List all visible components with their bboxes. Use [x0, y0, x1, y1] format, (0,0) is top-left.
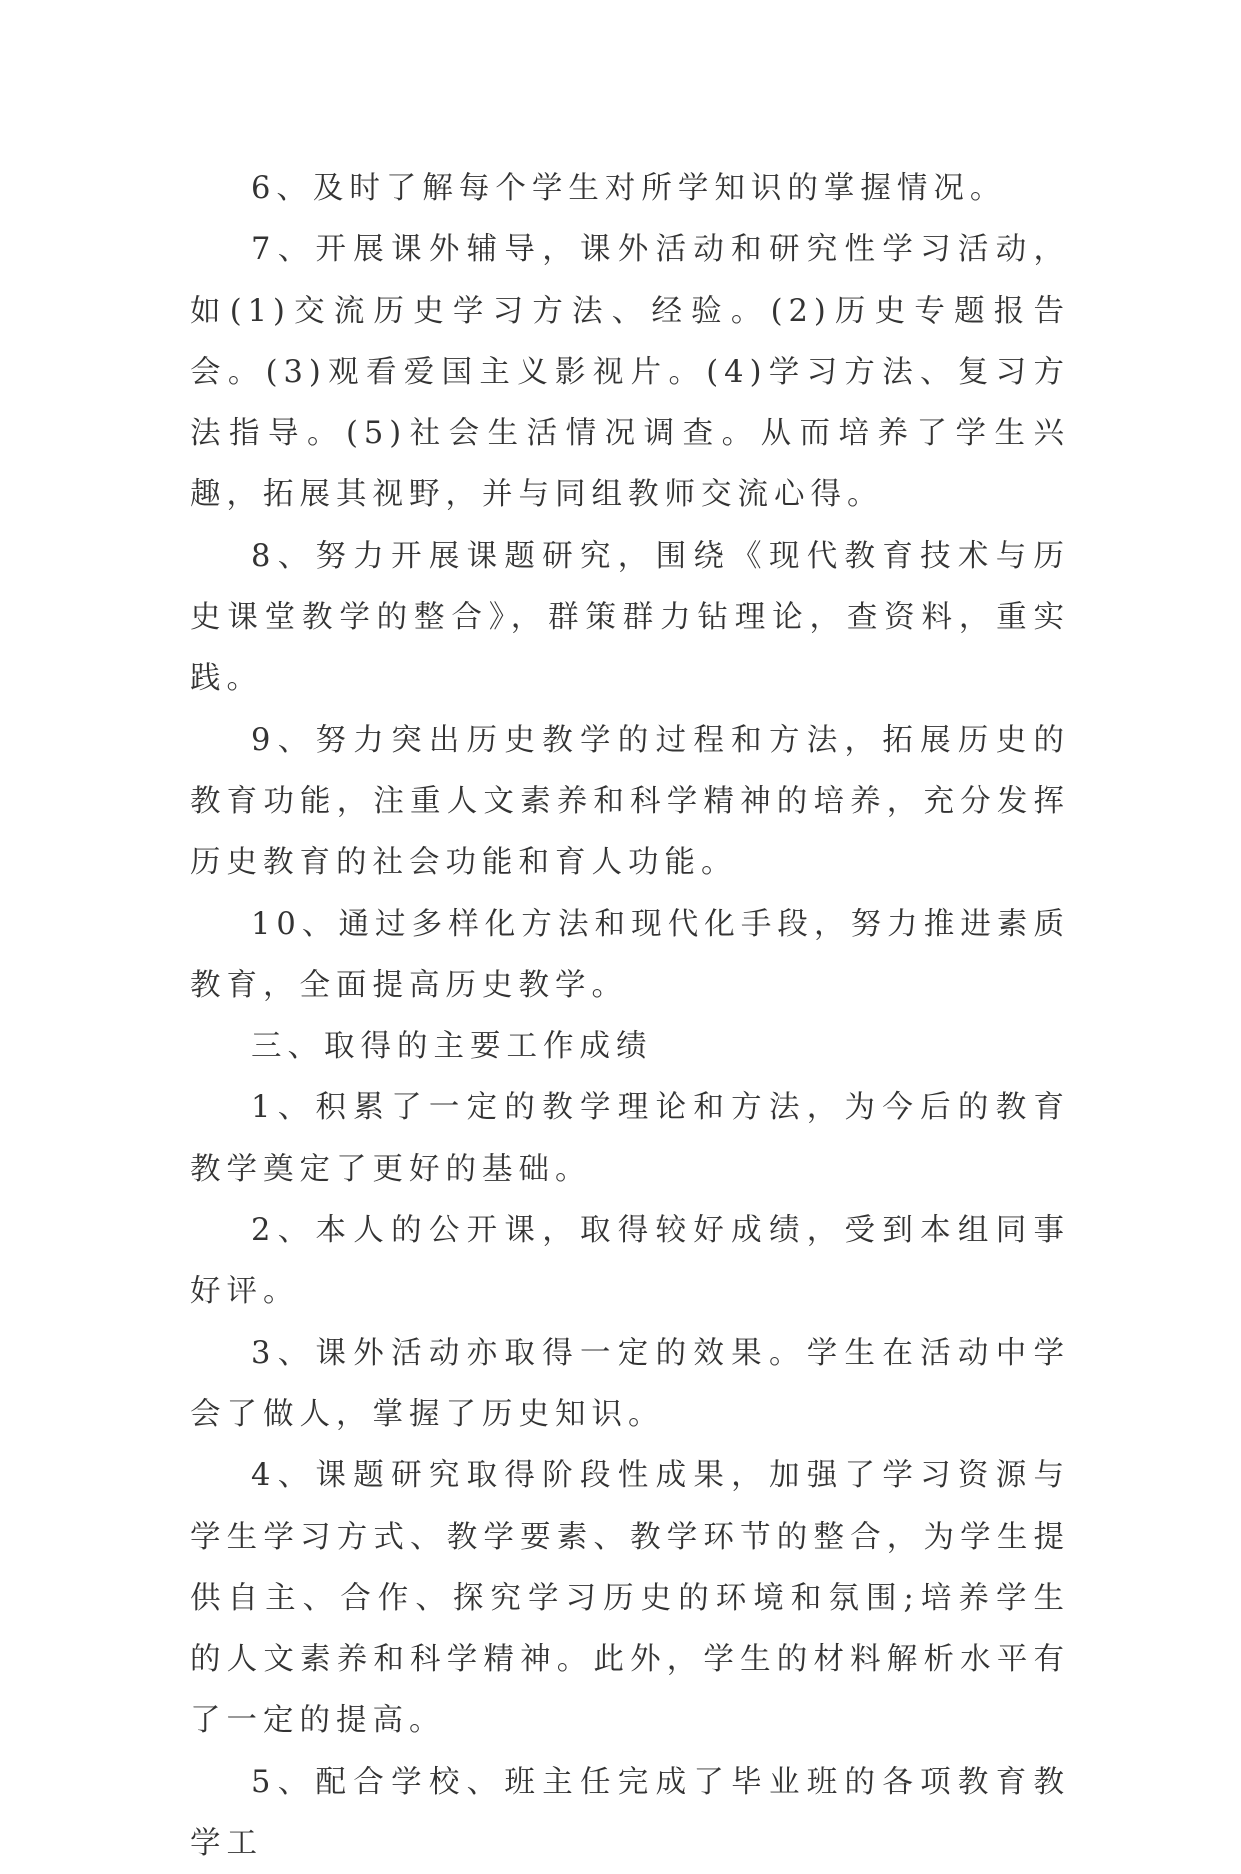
document-body: [190, 158, 1070, 1874]
achievement-item-2: 2、本人的公开课，取得较好成绩，受到本组同事好评。: [190, 1213, 1070, 1310]
achievement-item-1: 1、积累了一定的教学理论和方法，为今后的教育教学奠定了更好的基础。: [190, 1090, 1070, 1187]
paragraph-item-6: 6、及时了解每个学生对所学知识的掌握情况。: [251, 171, 1007, 206]
achievement-item-4: 4、课题研究取得阶段性成果，加强了学习资源与学生学习方式、教学要素、教学环节的整合，为学生提供自主、合作、探究学习历史的环境和氛围;培养学生的人文素养和科学精神。此外，学生的材料解析水平有了一定的提高。: [190, 1458, 1070, 1739]
achievement-item-3: 3、课外活动亦取得一定的效果。学生在活动中学会了做人，掌握了历史知识。: [190, 1335, 1070, 1432]
paragraph-item-8: 8、努力开展课题研究，围绕《现代教育技术与历史课堂教学的整合》，群策群力钻理论，查资料，重实践。: [190, 538, 1070, 697]
paragraph-item-10: 10、通过多样化方法和现代化手段，努力推进素质教育，全面提高历史教学。: [190, 906, 1070, 1003]
paragraph-item-9: 9、努力突出历史教学的过程和方法，拓展历史的教育功能，注重人文素养和科学精神的培养，充分发挥历史教育的社会功能和育人功能。: [190, 722, 1070, 881]
section-heading-achievements: 三、取得的主要工作成绩: [251, 1029, 653, 1065]
paragraph-item-7: 7、开展课外辅导，课外活动和研究性学习活动，如(1)交流历史学习方法、经验。(2)历史专题报告会。(3)观看爱国主义影视片。(4)学习方法、复习方法指导。(5)社会生活情况调查。从而培养了学生兴趣，拓展其视野，并与同组教师交流心得。: [190, 232, 1070, 513]
achievement-item-5: 5、配合学校、班主任完成了毕业班的各项教育教学工: [190, 1764, 1070, 1862]
